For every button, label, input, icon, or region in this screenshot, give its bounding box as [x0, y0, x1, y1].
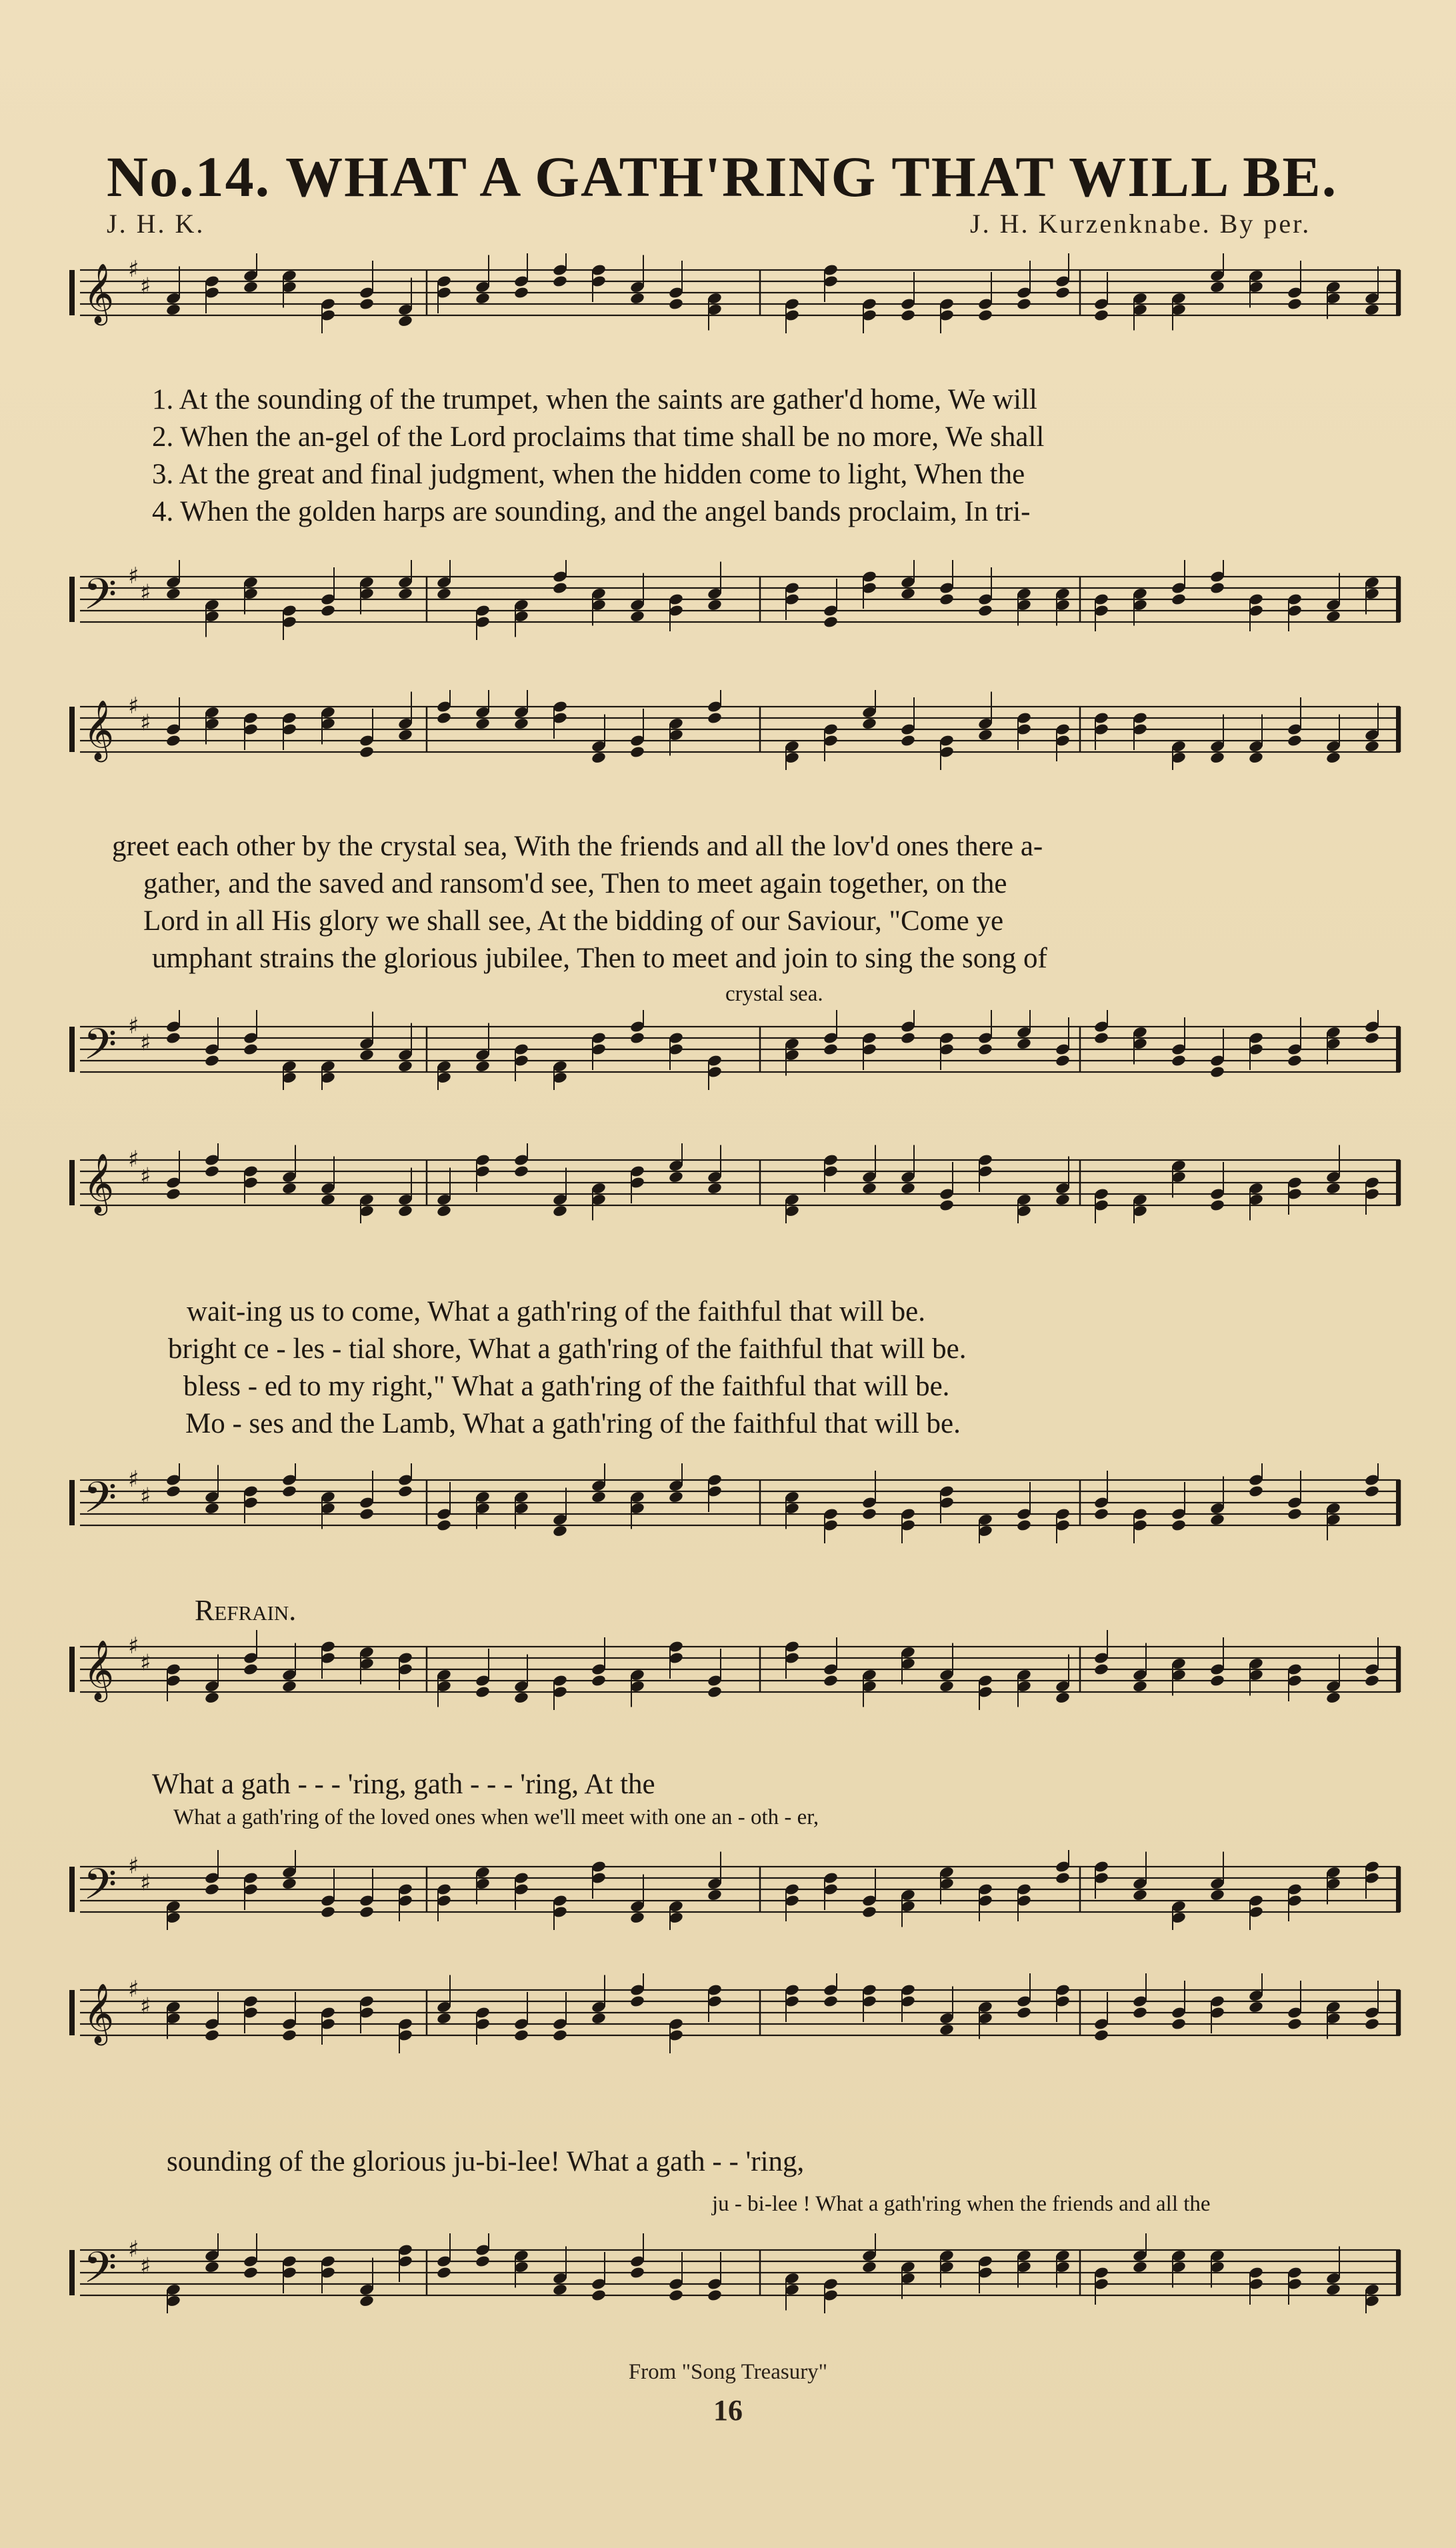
- hymn-title-text: WHAT A GATH'RING THAT WILL BE.: [285, 145, 1338, 209]
- key-signature-sharp: ♯: [128, 1853, 139, 1880]
- note-head: [1171, 1054, 1187, 1067]
- final-bar: [1396, 707, 1400, 752]
- note-head: [165, 303, 181, 317]
- note-head: [1055, 1193, 1071, 1207]
- note-head: [977, 604, 993, 617]
- note-head: [359, 297, 375, 311]
- note-head: [1248, 1485, 1264, 1498]
- note-head: [165, 587, 181, 601]
- note-head: [900, 587, 916, 601]
- verse-3-line-1: 3. At the great and final judgment, when the hidden come to light, When the: [152, 459, 1025, 490]
- note-head: [939, 593, 955, 606]
- music-system-2: [67, 690, 1407, 1117]
- music-system-1: [67, 253, 1407, 660]
- treble-staff: [67, 1973, 1407, 2053]
- key-signature-sharp: ♯: [128, 1013, 139, 1040]
- bass-staff: [67, 2233, 1407, 2313]
- note-head: [475, 1060, 491, 1073]
- note-head: [204, 1054, 220, 1067]
- treble-clef: 𝄞: [83, 263, 115, 324]
- note-head: [900, 1182, 916, 1195]
- note-head: [939, 2023, 955, 2037]
- note-head: [243, 281, 259, 294]
- note-head: [397, 587, 413, 601]
- note-head: [629, 1911, 645, 1925]
- note-head: [707, 1182, 723, 1195]
- note-head: [397, 1485, 413, 1498]
- system-bracket: [69, 1647, 75, 1692]
- note-head: [1325, 751, 1341, 765]
- note-head: [397, 315, 413, 328]
- key-signature-sharp: ♯: [140, 1483, 151, 1510]
- final-bar: [1396, 270, 1400, 315]
- note-head: [359, 2295, 375, 2308]
- note-head: [1209, 581, 1225, 595]
- note-head: [204, 1691, 220, 1705]
- note-head: [436, 1205, 452, 1218]
- bass-staff: [67, 1463, 1407, 1543]
- note-head: [900, 309, 916, 322]
- verse-4-line-3: Mo - ses and the Lamb, What a gath'ring of the faithful that will be.: [185, 1408, 961, 1439]
- note-head: [436, 711, 452, 725]
- final-bar: [1396, 1647, 1400, 1692]
- key-signature-sharp: ♯: [128, 693, 139, 720]
- note-head: [165, 1485, 181, 1498]
- final-bar: [1396, 1990, 1400, 2035]
- note-head: [823, 1674, 839, 1687]
- note-head: [1093, 1031, 1109, 1045]
- note-head: [861, 1182, 877, 1195]
- note-head: [1364, 740, 1380, 753]
- note-head: [1209, 1199, 1225, 1212]
- note-head: [1287, 297, 1303, 311]
- note-head: [861, 1507, 877, 1521]
- note-head: [281, 1485, 297, 1498]
- note-head: [1016, 297, 1032, 311]
- note-head: [359, 1905, 375, 1919]
- bass-staff: [67, 1850, 1407, 1930]
- note-head: [436, 587, 452, 601]
- note-head: [1055, 286, 1071, 299]
- note-head: [513, 1165, 529, 1178]
- note-head: [397, 1205, 413, 1218]
- verse-2-line-3: bright ce - les - tial shore, What a gath'ring of the faithful that will be.: [168, 1333, 967, 1365]
- note-head: [204, 2261, 220, 2274]
- treble-clef: 𝄞: [83, 700, 115, 761]
- note-head: [359, 745, 375, 759]
- note-head: [204, 2029, 220, 2042]
- note-head: [204, 1165, 220, 1178]
- note-head: [1171, 593, 1187, 606]
- system-bracket: [69, 1480, 75, 1525]
- verse-4-line-2: umphant strains the glorious jubilee, Then to meet and join to sing the song of: [152, 943, 1047, 974]
- key-signature-sharp: ♯: [140, 1993, 151, 2020]
- note-head: [1093, 2029, 1109, 2042]
- note-head: [629, 1031, 645, 1045]
- treble-clef: 𝄞: [83, 1640, 115, 1701]
- note-head: [1093, 309, 1109, 322]
- treble-staff: [67, 1143, 1407, 1223]
- note-head: [1248, 751, 1264, 765]
- note-head: [359, 1507, 375, 1521]
- words-credit: J. H. K.: [107, 209, 205, 239]
- note-head: [475, 292, 491, 305]
- note-head: [552, 2029, 568, 2042]
- note-head: [281, 1182, 297, 1195]
- note-head: [861, 2261, 877, 2274]
- treble-clef: 𝄞: [83, 1153, 115, 1214]
- note-head: [1171, 2017, 1187, 2031]
- treble-staff: [67, 690, 1407, 770]
- music-system-4: [67, 1593, 1407, 1967]
- note-head: [1055, 1691, 1071, 1705]
- source-credit: From "Song Treasury": [628, 2360, 828, 2384]
- key-signature-sharp: ♯: [140, 2253, 151, 2280]
- note-head: [977, 1043, 993, 1056]
- note-head: [513, 1691, 529, 1705]
- note-head: [1093, 1663, 1109, 1676]
- verse-1-line-2: greet each other by the crystal sea, With the friends and all the lov'd ones there a-: [112, 831, 1043, 862]
- treble-clef: 𝄞: [83, 1983, 115, 2044]
- verse-4-line-1: 4. When the golden harps are sounding, and the angel bands proclaim, In tri-: [152, 496, 1031, 527]
- note-head: [668, 2289, 684, 2302]
- note-head: [900, 734, 916, 747]
- bass-staff: [67, 560, 1407, 640]
- note-head: [1209, 1889, 1225, 1902]
- note-head: [436, 2266, 452, 2279]
- note-head: [591, 1674, 607, 1687]
- note-head: [397, 1060, 413, 1073]
- note-head: [1364, 303, 1380, 317]
- refrain-lyric-line-1: What a gath - - - 'ring, gath - - - 'ring, At the: [152, 1769, 655, 1800]
- note-head: [939, 1680, 955, 1693]
- note-head: [707, 2289, 723, 2302]
- music-credit: J. H. Kurzenknabe. By per.: [970, 209, 1311, 239]
- note-head: [1287, 734, 1303, 747]
- note-head: [707, 1889, 723, 1902]
- note-head: [1132, 1889, 1148, 1902]
- note-head: [552, 1525, 568, 1538]
- note-head: [861, 717, 877, 731]
- note-head: [591, 2012, 607, 2025]
- note-head: [823, 615, 839, 629]
- key-signature-sharp: ♯: [128, 1466, 139, 1493]
- note-head: [1209, 1513, 1225, 1527]
- note-head: [475, 2255, 491, 2268]
- note-head: [707, 599, 723, 612]
- note-head: [1209, 281, 1225, 294]
- bass-staff: [67, 1010, 1407, 1090]
- note-head: [1287, 1054, 1303, 1067]
- note-head: [513, 286, 529, 299]
- note-head: [165, 734, 181, 747]
- bass-clef: 𝄢: [83, 1473, 117, 1534]
- note-head: [629, 292, 645, 305]
- verse-1-line-1: 1. At the sounding of the trumpet, when the saints are gather'd home, We will: [152, 384, 1037, 415]
- system-bracket: [69, 2250, 75, 2295]
- key-signature-sharp: ♯: [140, 1163, 151, 1190]
- note-head: [436, 1519, 452, 1532]
- final-bar: [1396, 1867, 1400, 1912]
- system-bracket: [69, 577, 75, 622]
- note-head: [900, 1031, 916, 1045]
- verse-3-line-3: bless - ed to my right," What a gath'ring of the faithful that will be.: [183, 1371, 950, 1402]
- note-head: [513, 717, 529, 731]
- note-head: [397, 729, 413, 742]
- final-bar: [1396, 1480, 1400, 1525]
- note-head: [1287, 2017, 1303, 2031]
- key-signature-sharp: ♯: [140, 1649, 151, 1677]
- note-head: [1248, 2001, 1264, 2014]
- note-head: [204, 1883, 220, 1896]
- note-head: [359, 1049, 375, 1062]
- note-head: [861, 1905, 877, 1919]
- note-head: [823, 1043, 839, 1056]
- verse-3-line-2: Lord in all His glory we shall see, At the bidding of our Saviour, "Come ye: [143, 905, 1004, 937]
- note-head: [320, 1193, 336, 1207]
- system-bracket: [69, 270, 75, 315]
- hymn-title: [107, 143, 1337, 210]
- alternate-ending-note: crystal sea.: [725, 982, 823, 1006]
- note-head: [1016, 1037, 1032, 1051]
- system-bracket: [69, 1990, 75, 2035]
- verse-2-line-1: 2. When the an-gel of the Lord proclaims that time shall be no more, We shall: [152, 421, 1045, 453]
- note-head: [165, 1187, 181, 1201]
- note-head: [1016, 1519, 1032, 1532]
- system-bracket: [69, 1160, 75, 1205]
- note-head: [1325, 1691, 1341, 1705]
- final-bar: [1396, 577, 1400, 622]
- treble-staff: [67, 1630, 1407, 1710]
- note-head: [320, 1905, 336, 1919]
- note-head: [1287, 1507, 1303, 1521]
- key-signature-sharp: ♯: [140, 273, 151, 300]
- music-system-3: [67, 1143, 1407, 1577]
- note-head: [629, 745, 645, 759]
- note-head: [1325, 2283, 1341, 2297]
- note-head: [552, 1205, 568, 1218]
- note-head: [823, 1995, 839, 2008]
- note-head: [1055, 1054, 1071, 1067]
- note-head: [1093, 1507, 1109, 1521]
- music-system-5: [67, 1973, 1407, 2400]
- note-head: [591, 2289, 607, 2302]
- refrain-bass-lyric-line-1: What a gath'ring of the loved ones when we'll meet with one an - oth - er,: [173, 1805, 819, 1829]
- note-head: [436, 2012, 452, 2025]
- note-head: [668, 1491, 684, 1504]
- note-head: [281, 1680, 297, 1693]
- note-head: [591, 751, 607, 765]
- note-head: [204, 1502, 220, 1515]
- final-bar: [1396, 2250, 1400, 2295]
- key-signature-sharp: ♯: [128, 1633, 139, 1660]
- note-head: [1364, 1485, 1380, 1498]
- note-head: [475, 1685, 491, 1699]
- treble-staff: [67, 253, 1407, 333]
- note-head: [629, 1995, 645, 2008]
- key-signature-sharp: ♯: [140, 709, 151, 737]
- note-head: [1364, 1674, 1380, 1687]
- note-head: [977, 729, 993, 742]
- note-head: [1325, 1182, 1341, 1195]
- key-signature-sharp: ♯: [140, 579, 151, 607]
- note-head: [243, 2266, 259, 2279]
- note-head: [1209, 751, 1225, 765]
- refrain-label: Refrain.: [195, 1594, 297, 1627]
- note-head: [1171, 1519, 1187, 1532]
- key-signature-sharp: ♯: [128, 1146, 139, 1173]
- note-head: [1209, 1674, 1225, 1687]
- note-head: [939, 1199, 955, 1212]
- bass-clef: 𝄢: [83, 570, 117, 631]
- note-head: [1364, 2017, 1380, 2031]
- note-head: [1364, 1031, 1380, 1045]
- note-head: [281, 1877, 297, 1891]
- note-head: [552, 275, 568, 288]
- key-signature-sharp: ♯: [128, 563, 139, 590]
- verse-1-line-3: wait-ing us to come, What a gath'ring of the faithful that will be.: [187, 1296, 925, 1327]
- final-bar: [1396, 1160, 1400, 1205]
- page-number: 16: [713, 2394, 743, 2427]
- bass-clef: 𝄢: [83, 2243, 117, 2304]
- note-head: [1055, 1871, 1071, 1885]
- note-head: [1132, 2261, 1148, 2274]
- note-head: [668, 297, 684, 311]
- system-bracket: [69, 1027, 75, 1072]
- note-head: [475, 717, 491, 731]
- refrain-bass-lyric-line-2: ju - bi-lee ! What a gath'ring when the friends and all the: [712, 2192, 1211, 2216]
- note-head: [1325, 610, 1341, 623]
- note-head: [707, 1685, 723, 1699]
- note-head: [1132, 2006, 1148, 2019]
- system-bracket: [69, 707, 75, 752]
- note-head: [977, 309, 993, 322]
- final-bar: [1396, 1027, 1400, 1072]
- key-signature-sharp: ♯: [128, 256, 139, 283]
- key-signature-sharp: ♯: [140, 1869, 151, 1897]
- verse-2-line-2: gather, and the saved and ransom'd see, Then to meet again together, on the: [143, 868, 1007, 899]
- note-head: [668, 1171, 684, 1184]
- key-signature-sharp: ♯: [128, 1976, 139, 2003]
- note-head: [591, 1491, 607, 1504]
- refrain-lyric-line-2: sounding of the glorious ju-bi-lee! What a gath - - 'ring,: [167, 2146, 805, 2177]
- note-head: [243, 1043, 259, 1056]
- note-head: [513, 2029, 529, 2042]
- note-head: [707, 711, 723, 725]
- note-head: [1132, 1680, 1148, 1693]
- note-head: [281, 2029, 297, 2042]
- hymn-number: No.14.: [107, 145, 271, 209]
- note-head: [552, 581, 568, 595]
- note-head: [1209, 1065, 1225, 1079]
- note-head: [165, 1031, 181, 1045]
- system-bracket: [69, 1867, 75, 1912]
- note-head: [629, 2266, 645, 2279]
- bass-clef: 𝄢: [83, 1860, 117, 1921]
- bass-clef: 𝄢: [83, 1020, 117, 1081]
- note-head: [1016, 2006, 1032, 2019]
- key-signature-sharp: ♯: [140, 1029, 151, 1057]
- note-head: [552, 2283, 568, 2297]
- note-head: [320, 604, 336, 617]
- note-head: [243, 1663, 259, 1676]
- note-head: [629, 610, 645, 623]
- key-signature-sharp: ♯: [128, 2236, 139, 2263]
